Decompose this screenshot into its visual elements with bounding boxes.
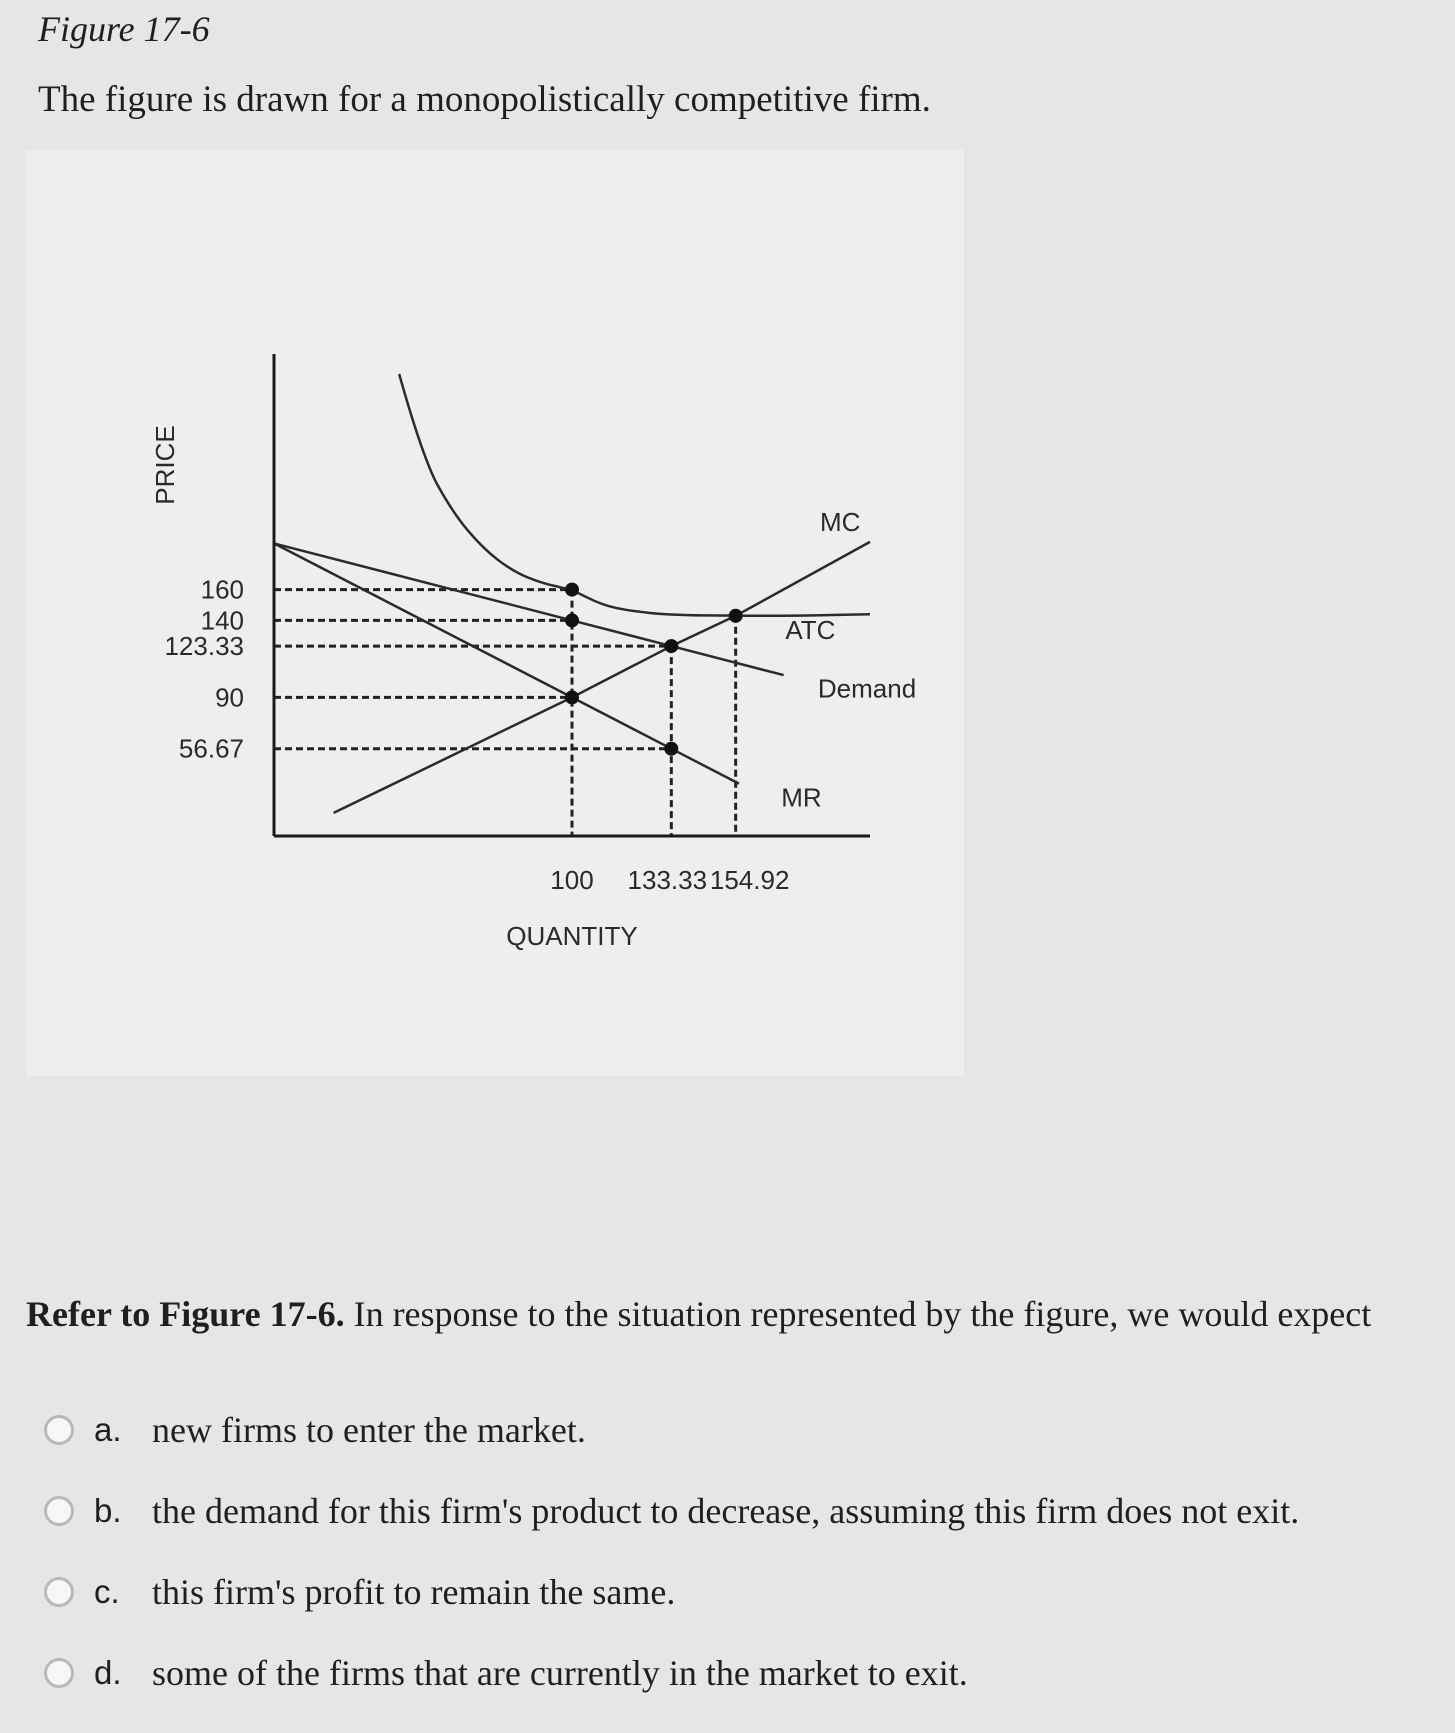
option-letter: b. — [94, 1492, 122, 1529]
marked-point — [565, 583, 579, 597]
option-text: the demand for this firm's product to decrease, assuming this firm does not exit. — [152, 1491, 1300, 1531]
marked-point — [664, 639, 678, 653]
y-tick-label: 160 — [200, 574, 244, 605]
question-reference: Refer to Figure 17-6. — [26, 1294, 345, 1334]
y-tick-label: 90 — [215, 682, 244, 713]
option-letter: d. — [94, 1654, 122, 1691]
x-tick-label: 133.33 — [627, 865, 708, 895]
y-tick-label: 140 — [200, 605, 244, 636]
demand-curve — [274, 543, 784, 675]
y-axis-label: PRICE — [150, 425, 180, 505]
x-tick-label: 100 — [550, 865, 594, 895]
y-tick-label: 56.67 — [178, 733, 244, 764]
figure-description: The figure is drawn for a monopolistically competitive firm. — [38, 79, 931, 120]
chart-panel — [26, 150, 964, 1076]
option-d[interactable] — [44, 1648, 1424, 1698]
option-letter: a. — [94, 1411, 122, 1448]
radio-button-c[interactable] — [44, 1577, 74, 1607]
radio-button-b[interactable] — [44, 1496, 74, 1526]
option-text: new firms to enter the market. — [152, 1410, 586, 1450]
x-tick-label: 154.92 — [709, 865, 790, 895]
mr-label: MR — [781, 782, 822, 813]
option-text: this firm's profit to remain the same. — [152, 1572, 676, 1612]
marked-point — [664, 742, 678, 756]
demand-label: Demand — [817, 673, 917, 704]
option-b[interactable] — [44, 1486, 1424, 1536]
figure-title: Figure 17-6 — [38, 9, 210, 49]
marked-point — [565, 613, 579, 627]
marked-point — [729, 609, 743, 623]
y-tick-label: 123.33 — [164, 631, 244, 662]
x-axis-label: QUANTITY — [506, 921, 638, 951]
mc-curve — [334, 542, 870, 813]
radio-button-a[interactable] — [44, 1415, 74, 1445]
option-a[interactable] — [44, 1405, 1424, 1455]
option-c[interactable] — [44, 1567, 1424, 1617]
radio-button-d[interactable] — [44, 1658, 74, 1688]
question-text — [26, 1293, 1371, 1335]
option-text: some of the firms that are currently in the market to exit. — [152, 1653, 968, 1693]
option-letter: c. — [94, 1573, 120, 1610]
monopolistic-competition-chart — [26, 150, 964, 1076]
mc-label: MC — [819, 507, 861, 538]
atc-label: ATC — [785, 614, 836, 645]
marked-point — [565, 690, 579, 704]
question-body: In response to the situation represented by the figure, we would expect — [344, 1294, 1372, 1334]
